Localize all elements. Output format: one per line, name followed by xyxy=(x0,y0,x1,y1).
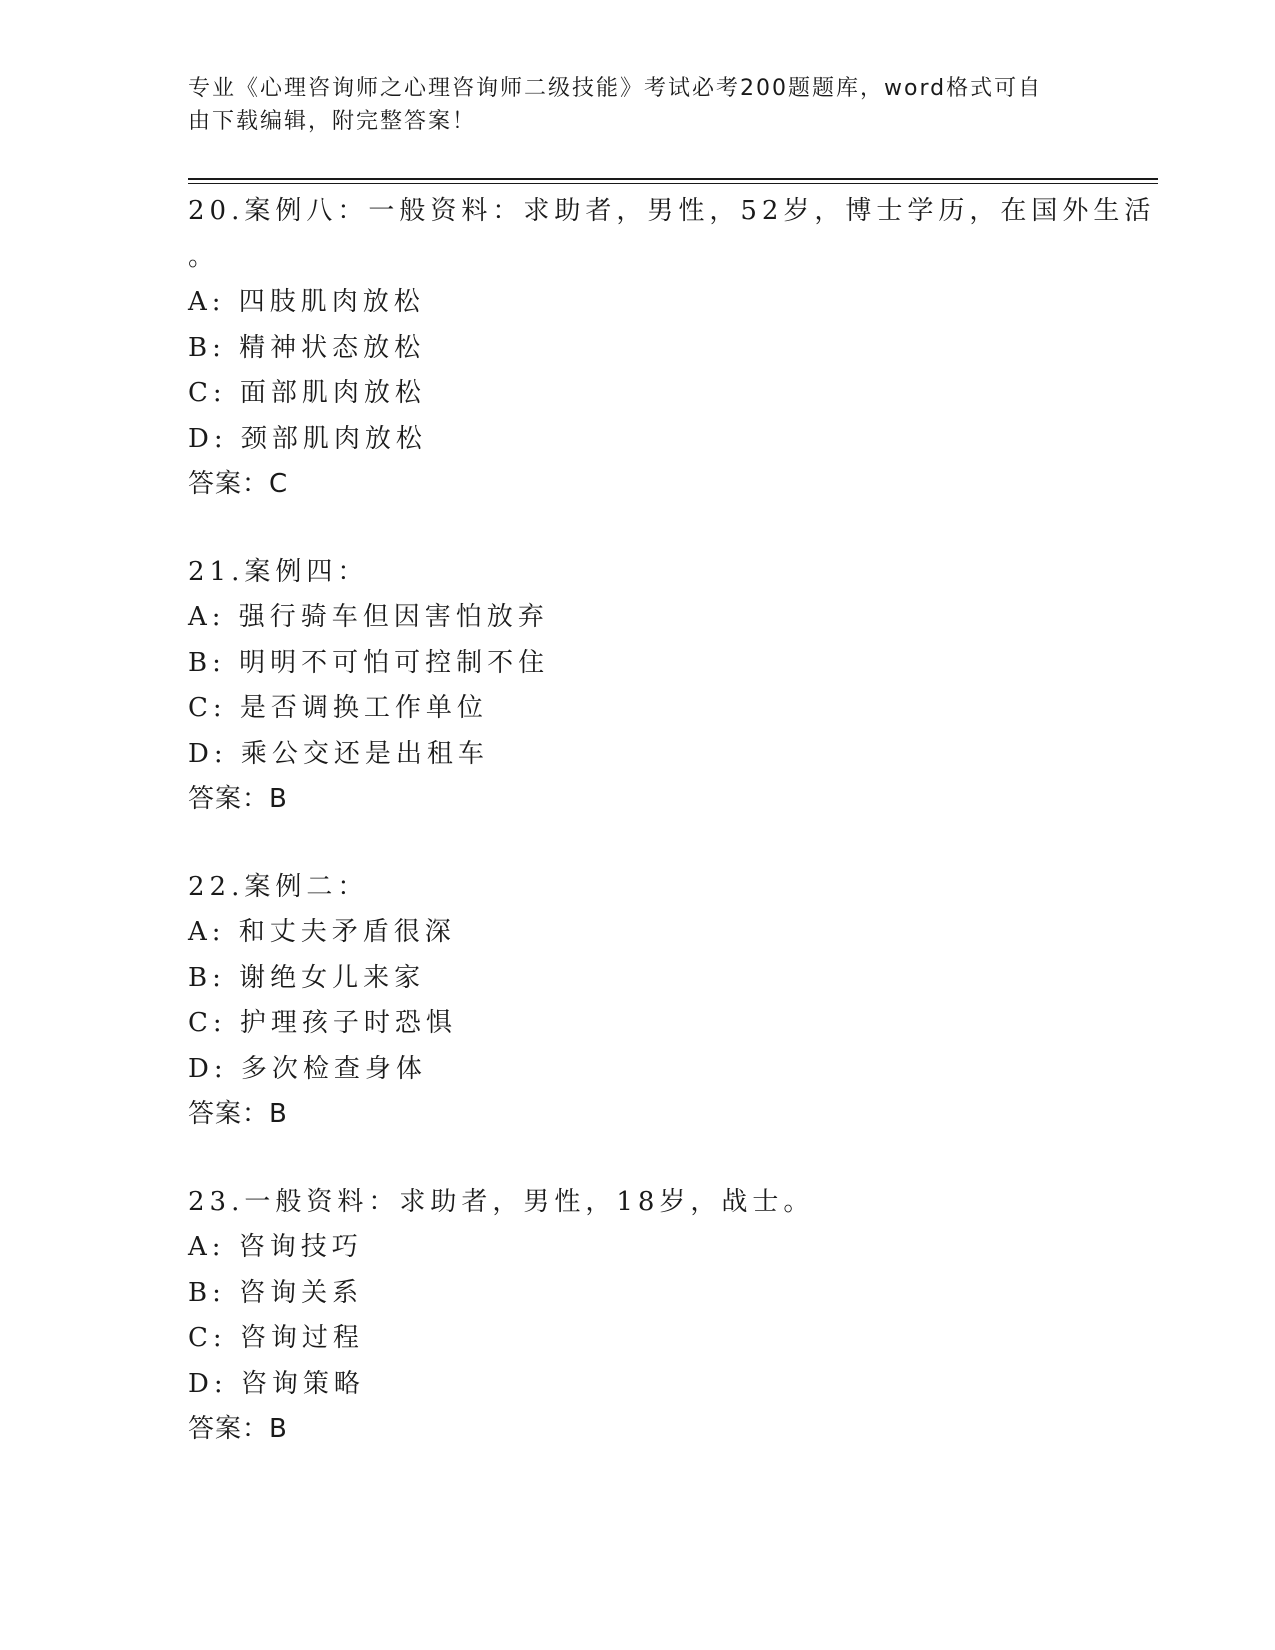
document-header xyxy=(188,72,1068,138)
option-a: A: 四肢肌肉放松 xyxy=(188,287,425,317)
option-b: B: 谢绝女儿来家 xyxy=(188,962,426,993)
question-title: 21.案例四： xyxy=(188,556,369,587)
answer-line: 答案：B xyxy=(188,1414,288,1444)
header-divider-thick xyxy=(188,178,1158,180)
question-title: 20.案例八：一般资料：求助者，男性，52岁，博士学历，在国外生活 xyxy=(188,196,1156,226)
question-22 xyxy=(188,865,1168,1138)
answer-line: 答案：B xyxy=(188,1099,288,1129)
option-a: A: 咨询技巧 xyxy=(188,1232,363,1262)
option-b: B: 精神状态放松 xyxy=(188,332,426,363)
option-a: A: 强行骑车但因害怕放弃 xyxy=(188,602,549,632)
option-c: C: 是否调换工作单位 xyxy=(188,693,488,723)
option-d: D: 颈部肌肉放松 xyxy=(188,423,427,454)
answer-line: 答案：C xyxy=(188,469,289,499)
question-title-continuation: 。 xyxy=(188,241,215,272)
option-b: B: 明明不可怕可控制不住 xyxy=(188,647,550,678)
option-c: C: 护理孩子时恐惧 xyxy=(188,1008,457,1038)
option-d: D: 多次检查身体 xyxy=(188,1053,427,1084)
option-c: C: 面部肌肉放松 xyxy=(188,378,426,408)
option-b: B: 咨询关系 xyxy=(188,1277,364,1308)
question-title: 22.案例二： xyxy=(188,871,369,902)
option-d: D: 咨询策略 xyxy=(188,1368,365,1399)
option-d: D: 乘公交还是出租车 xyxy=(188,738,489,769)
header-line-2: 由下载编辑，附完整答案！ xyxy=(188,109,477,134)
answer-line: 答案：B xyxy=(188,784,288,814)
option-c: C: 咨询过程 xyxy=(188,1323,364,1353)
question-title: 23.一般资料：求助者，男性，18岁，战士。 xyxy=(188,1186,815,1217)
header-line-1: 专业《心理咨询师之心理咨询师二级技能》考试必考200题题库，word格式可自 xyxy=(188,76,1043,101)
header-divider-thin xyxy=(188,183,1158,184)
question-list xyxy=(188,189,1168,1495)
option-a: A: 和丈夫矛盾很深 xyxy=(188,917,456,947)
question-20 xyxy=(188,189,1168,508)
question-21 xyxy=(188,550,1168,823)
question-23 xyxy=(188,1180,1168,1453)
